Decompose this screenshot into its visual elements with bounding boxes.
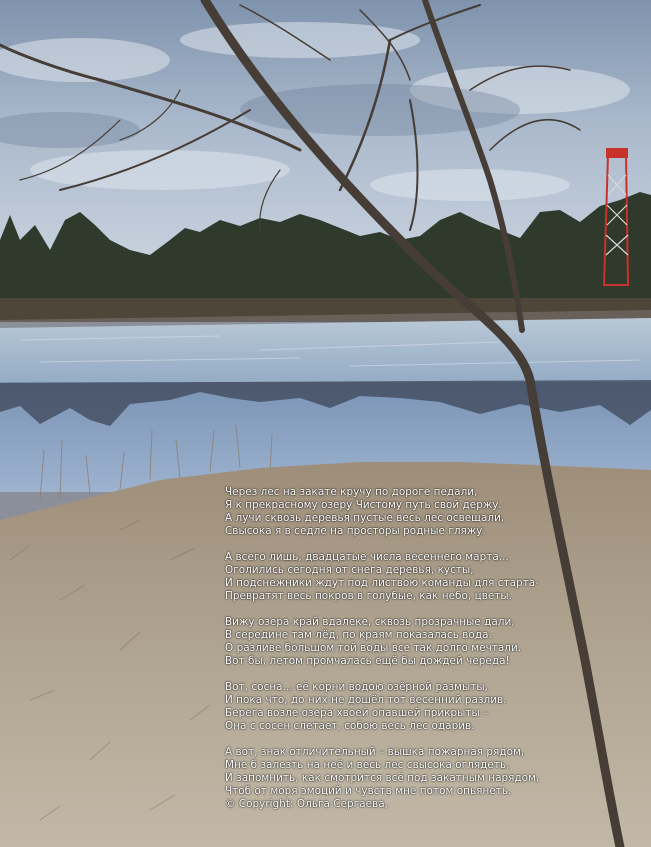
poem-text	[225, 486, 635, 811]
poem-line: Мне б залезть на неё и весь лес свысока оглядеть,	[225, 759, 510, 771]
shore-bushes	[0, 298, 651, 322]
poem-line: В середине там лёд, по краям показалась вода.	[225, 629, 492, 641]
poem-line: И пока что, до них не дошёл тот весенний разлив.	[225, 694, 507, 706]
poem-line: И запомнить, как смотрится всё под закатным нарядом,	[225, 772, 540, 784]
ice-surface	[0, 318, 651, 385]
poem-line: Свысока я в седле на просторы родные гляжу.	[225, 525, 486, 537]
poem-line: Вижу озера край вдалеке, сквозь прозрачные дали,	[225, 616, 515, 628]
poem-line: Через лес на закате кручу по дороге педали,	[225, 486, 478, 498]
poem-line: Превратят весь покров в голубые, как небо, цветы.	[225, 590, 513, 602]
stanza-2	[225, 551, 635, 603]
poem-line: А всего лишь, двадцатые числа весеннего марта...	[225, 551, 509, 563]
stanza-5	[225, 746, 635, 798]
stanza-4	[225, 681, 635, 733]
poem-line: И подснежники ждут под листвою команды для старта-	[225, 577, 540, 589]
poem-line: А вот, знак отличительный – вышка пожарная рядом,	[225, 746, 525, 758]
stanza-1	[225, 486, 635, 538]
stanza-3	[225, 616, 635, 668]
poem-line: Вот бы, летом промчалась ещё бы дождей череда!	[225, 655, 510, 667]
copyright-notice: © Copyright: Ольга Сергаева,	[225, 798, 388, 810]
poem-line: А лучи сквозь деревья пустые весь лес освещали,	[225, 512, 505, 524]
poem-line: О разливе большом той воды все так долго мечтали.	[225, 642, 522, 654]
poem-line: Чтоб от моря эмоций и чувств мне потом опьянеть.	[225, 785, 512, 797]
poem-line: Я к прекрасному озеру Чистому путь свой держу.	[225, 499, 502, 511]
poem-line: Вот, сосна... её корни водою озёрной размыты,	[225, 681, 488, 693]
poem-line: Берега возле озера хвоей опавшей прикрыты –	[225, 707, 489, 719]
poem-line: Оголились сегодня от снега деревья, кусты,	[225, 564, 474, 576]
poem-line: Она с сосен слетает, собою весь лес одарив.	[225, 720, 475, 732]
